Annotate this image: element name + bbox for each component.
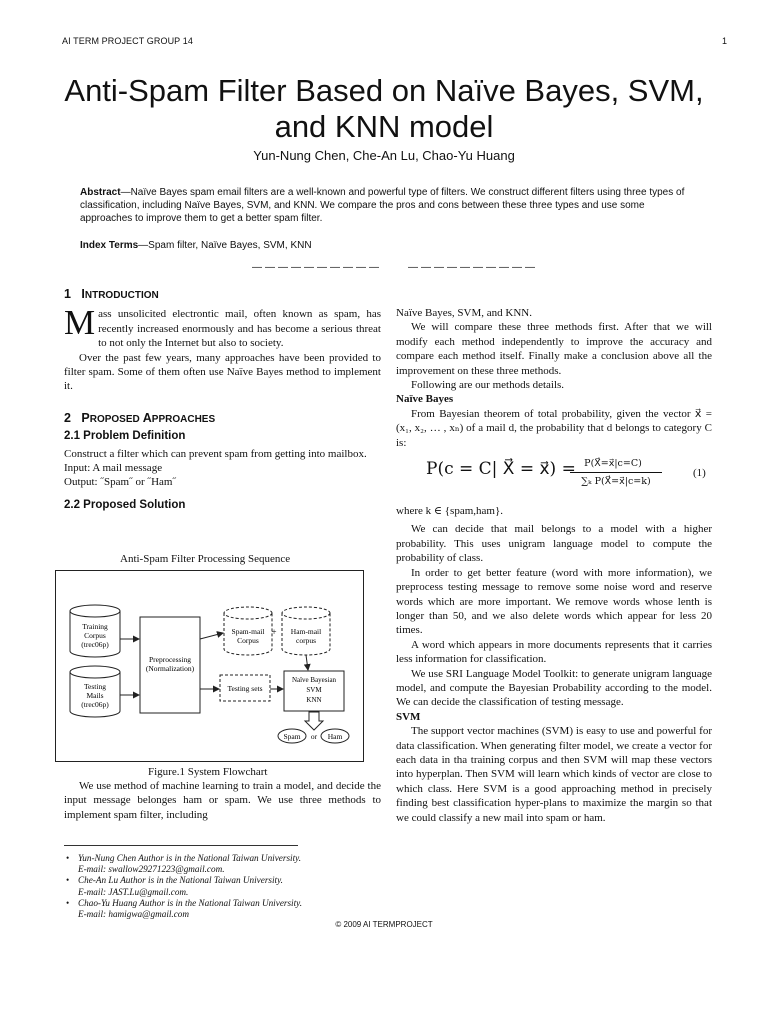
subsection-proposed-solution: 2.2 Proposed Solution [64, 498, 186, 511]
author-footnotes [66, 853, 376, 920]
spam-corpus-label-2: Corpus [237, 636, 259, 645]
abstract [80, 186, 690, 225]
naive-bayes-paragraph-4: A word which appears in more documents represents that it carries less information for classification. [396, 638, 712, 666]
comparison-paragraph: We will compare these three methods first. After that we will modify each method independently to improve the accuracy and compare each method itself. Finally make a conclusion above all the improvement on these three methods. [396, 321, 712, 377]
equation-number: (1) [693, 467, 706, 480]
preprocessing-label-1: Preprocessing [148, 655, 192, 664]
naive-bayes-paragraph-1: From Bayesian theorem of total probability, given the vector x⃗ = (x₁, x₂, … , xₙ) of a mail d, the probability that d belongs to category C is: [396, 407, 712, 449]
running-header: AI TERM PROJECT GROUP 14 [62, 36, 193, 46]
arrow-preprocessing-to-corpus [200, 633, 223, 639]
intro-paragraph-1: Mass unsolicited electrontic mail, often known as spam, has recently increased enormously and has become a serious threat to not only the Internet but also to society. [64, 303, 381, 350]
abstract-label: Abstract [80, 187, 121, 198]
training-corpus-node [70, 605, 120, 657]
copyright-footer: © 2009 AI TERMPROJECT [335, 920, 433, 929]
intro-body [64, 303, 381, 393]
footnote-rule [64, 845, 298, 846]
problem-output: Output: ˝Spam˝ or ˝Ham˝ [64, 476, 177, 489]
methods-list-continuation: Naïve Bayes, SVM, and KNN. [396, 307, 532, 319]
section-heading-proposed-approaches: 2 PROPOSED APPROACHES [64, 410, 216, 425]
methods-intro-paragraph: We use method of machine learning to train a model, and decide the input message belonges ham or spam. We use three methods to implement spam filter, including [64, 780, 381, 821]
intro-paragraph-2: Over the past few years, many approaches have been provided to filter spam. Some of them often use Naïve Bayes method to implement it. [64, 351, 381, 393]
problem-definition-body [64, 447, 381, 490]
preprocessing-label-2: (Normalization) [145, 664, 195, 673]
testing-label-2: Mails [86, 691, 104, 700]
training-label-3: (trec06p) [81, 640, 109, 649]
naive-bayes-paragraph-3: In order to get better feature (word with more information), we preprocess testing message to remove some noise word and reserve words which are more important. We remove words whose lenth is longer than 50, and we also delete words which appear for less 20 times. [396, 566, 712, 637]
ham-output-label: Ham [327, 732, 343, 741]
author-list: Yun-Nung Chen, Che-An Lu, Chao-Yu Huang [253, 148, 515, 163]
spam-corpus-label-1: Spam-mail [231, 627, 265, 636]
where-clause: where k ∈ {spam,ham}. [396, 505, 503, 518]
svm-heading: SVM [396, 710, 421, 723]
classifier-label-2: SVM [306, 686, 322, 694]
testing-label-3: (trec06p) [81, 700, 109, 709]
left-column-continuation [64, 779, 381, 822]
index-terms-label: Index Terms [80, 240, 139, 251]
fraction-bar [570, 472, 662, 473]
page-number: 1 [722, 36, 728, 46]
following-paragraph: Following are our methods details. [411, 379, 565, 392]
testing-mails-node [70, 666, 120, 717]
separator-left: —————————— [252, 262, 382, 273]
naive-bayes-paragraph-2: We can decide that mail belongs to a model with a higher probability. This uses unigram language model to compute the probability of class. [396, 523, 712, 565]
index-terms [80, 239, 690, 252]
problem-input: Input: A mail message [64, 462, 163, 475]
problem-definition-text: Construct a filter which can prevent spam from getting into mailbox. [64, 447, 367, 460]
preprocessing-node [140, 617, 200, 713]
right-column [396, 306, 712, 825]
or-label: or [310, 732, 318, 741]
ham-corpus-label-2: corpus [296, 636, 316, 645]
spam-corpus-node [224, 607, 272, 655]
section-heading-introduction: 1 INTRODUCTION [64, 287, 159, 301]
index-terms-text: —Spam filter, Naïve Bayes, SVM, KNN [138, 240, 312, 251]
testing-sets-node [220, 675, 270, 701]
drop-cap: M [64, 303, 96, 343]
equation-denominator: ∑ₖ P(X⃗=x⃗|c=k) [581, 476, 651, 488]
ham-output-node [321, 729, 349, 743]
svm-paragraph-1: The support vector machines (SVM) is easy to use and powerful for data classification. When generating filter model, we create a vector for each data in tha training corpus and then SVM will map these vectors into hyperplan. Then SVM will learn which kinds of vector are close to which class. Here SVM is a good approaching method in precisely finding best classification hyper-plans to maximize the margin so that we could classify a new mail into spam or ham. [396, 725, 712, 824]
ham-corpus-node [282, 607, 330, 655]
subsection-problem-definition: 2.1 Problem Definition [64, 430, 186, 443]
naive-bayes-paragraph-5: We use SRI Language Model Toolkit: to generate unigram language model, and compute the Bayesian Probability according to the model. We can decide the classification of testing message. [396, 667, 712, 709]
naive-bayes-heading: Naïve Bayes [396, 393, 454, 406]
figure-title: Anti-Spam Filter Processing Sequence [120, 553, 291, 565]
footnote-author-2: • Che-An Lu Author is in the National Taiwan University. E-mail: JAST.Lu@gmail.com. [66, 875, 376, 897]
classifier-label-3: KNN [306, 696, 322, 704]
left-column [64, 287, 381, 512]
footnote-author-3: • Chao-Yu Huang Author is in the National Taiwan University. E-mail: hamigwa@gmail.com [66, 898, 376, 920]
classifier-node [284, 671, 344, 711]
testing-sets-label: Testing sets [227, 684, 263, 693]
classifier-label-1: Naïve Bayesian [291, 676, 337, 684]
equation-1 [396, 454, 712, 504]
figure-caption: Figure.1 System Flowchart [148, 766, 268, 778]
paper-title: Anti-Spam Filter Based on Naïve Bayes, SVM, and KNN model [64, 73, 704, 144]
spam-output-node [278, 729, 306, 743]
spam-output-label: Spam [283, 732, 301, 741]
separator-right: —————————— [408, 262, 538, 273]
ham-corpus-label-1: Ham-mail [290, 627, 322, 636]
testing-label-1: Testing [84, 682, 106, 691]
system-flowchart [55, 570, 364, 762]
equation-numerator: P(X⃗=x⃗|c=C) [584, 458, 642, 470]
equation-lhs: P(c = C| X⃗ = x⃗) = [426, 459, 576, 480]
plus-sign: + [271, 627, 277, 637]
arrow-corpus-to-classifier [306, 655, 308, 670]
footnote-author-1: • Yun-Nung Chen Author is in the National Taiwan University. E-mail: swallow29271223@gmail.com. [66, 853, 376, 875]
training-label-2: Corpus [84, 631, 106, 640]
down-arrow-icon [305, 712, 323, 730]
training-label-1: Training [82, 622, 108, 631]
abstract-text: —Naïve Bayes spam email filters are a well-known and powerful type of filters. We construct different filters using three types of classification, including Naïve Bayes, SVM, and KNN. We compare the pros and cons between these three types and use some approaches to improve them to get a better spam filter. [80, 187, 685, 224]
